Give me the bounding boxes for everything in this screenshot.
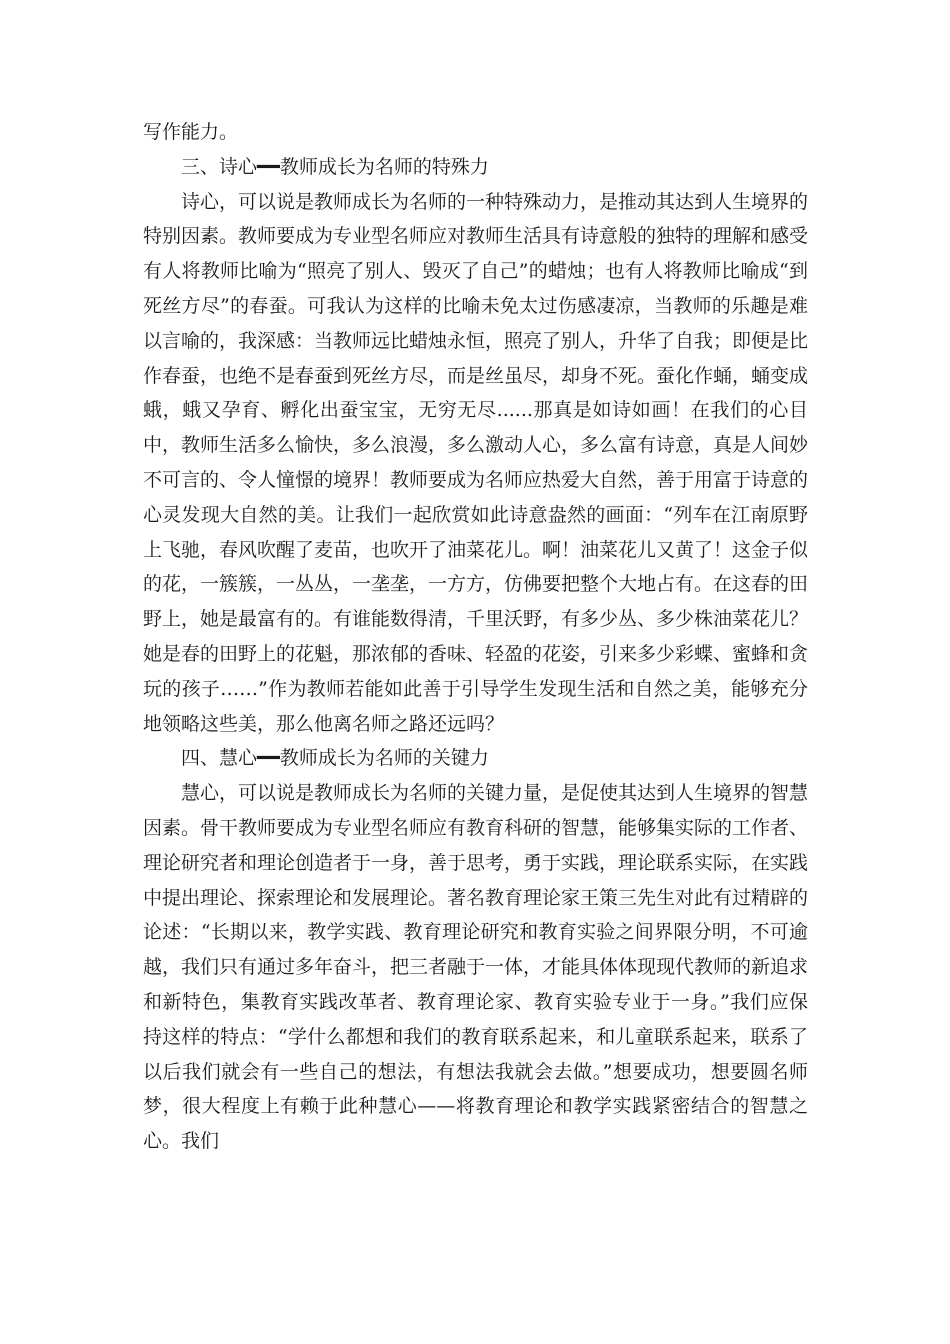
paragraph-poetic-heart: 诗心，可以说是教师成长为名师的一种特殊动力，是推动其达到人生境界的特别因素。教师要成为专业型名师应对教师生活具有诗意般的独特的理解和感受有人将教师比喻为“照亮了别人、毁灭了自己”的蜡烛；也有人将教师比喻成“到死丝方尽”的春蚕。可我认为这样的比喻未免太过伤感凄凉，当教师的乐趣是难以言喻的，我深感：当教师远比蜡烛永恒，照亮了别人，升华了自我；即便是比作春蚕，也绝不是春蚕到死丝方尽，而是丝虽尽，却身不死。蚕化作蛹，蛹变成蛾，蛾又孕育、孵化出蚕宝宝，无穷无尽......那真是如诗如画！在我们的心目中，教师生活多么愉快，多么浪漫，多么激动人心，多么富有诗意，真是人间妙不可言的、令人憧憬的境界！教师要成为名师应热爱大自然，善于用富于诗意的心灵发现大自然的美。让我们一起欣赏如此诗意盎然的画面：“列车在江南原野上飞驰，春风吹醒了麦苗，也吹开了油菜花儿。啊！油菜花儿又黄了！这金子似的花，一簇簇，一丛丛，一垄垄，一方方，仿佛要把整个大地占有。在这春的田野上，她是最富有的。有谁能数得清，千里沃野，有多少丛、多少株油菜花儿？她是春的田野上的花魁，那浓郁的香味、轻盈的花姿，引来多少彩蝶、蜜蜂和贪玩的孩子……”作为教师若能如此善于引导学生发现生活和自然之美，能够充分地领略这些美，那么他离名师之路还远吗？ (143, 190, 809, 735)
paragraph-continuation: 写作能力。 (143, 121, 239, 143)
paragraph-wise-heart: 慧心，可以说是教师成长为名师的关键力量，是促使其达到人生境界的智慧因素。骨干教师要成为专业型名师应有教育科研的智慧，能够集实际的工作者、理论研究者和理论创造者于一身，善于思考，勇于实践，理论联系实际，在实践中提出理论、探索理论和发展理论。著名教育理论家王策三先生对此有过精辟的论述：“长期以来，教学实践、教育理论研究和教育实验之间界限分明，不可逾越，我们只有通过多年奋斗，把三者融于一体，才能具体体现现代教师的新追求和新特色，集教育实践改革者、教育理论家、教育实验专业于一身。”我们应保持这样的特点：“学什么都想和我们的教育联系起来，和儿童联系起来，联系了以后我们就会有一些自己的想法，有想法我就会去做。”想要成功，想要圆名师梦，很大程度上有赖于此种慧心——将教育理论和教学实践紧密结合的智慧之心。我们 (143, 782, 809, 1153)
body-text (143, 115, 808, 1159)
section-heading-3: 三、诗心━━教师成长为名师的特殊力 (181, 155, 489, 178)
section-heading-4: 四、慧心━━教师成长为名师的关键力 (181, 747, 489, 770)
